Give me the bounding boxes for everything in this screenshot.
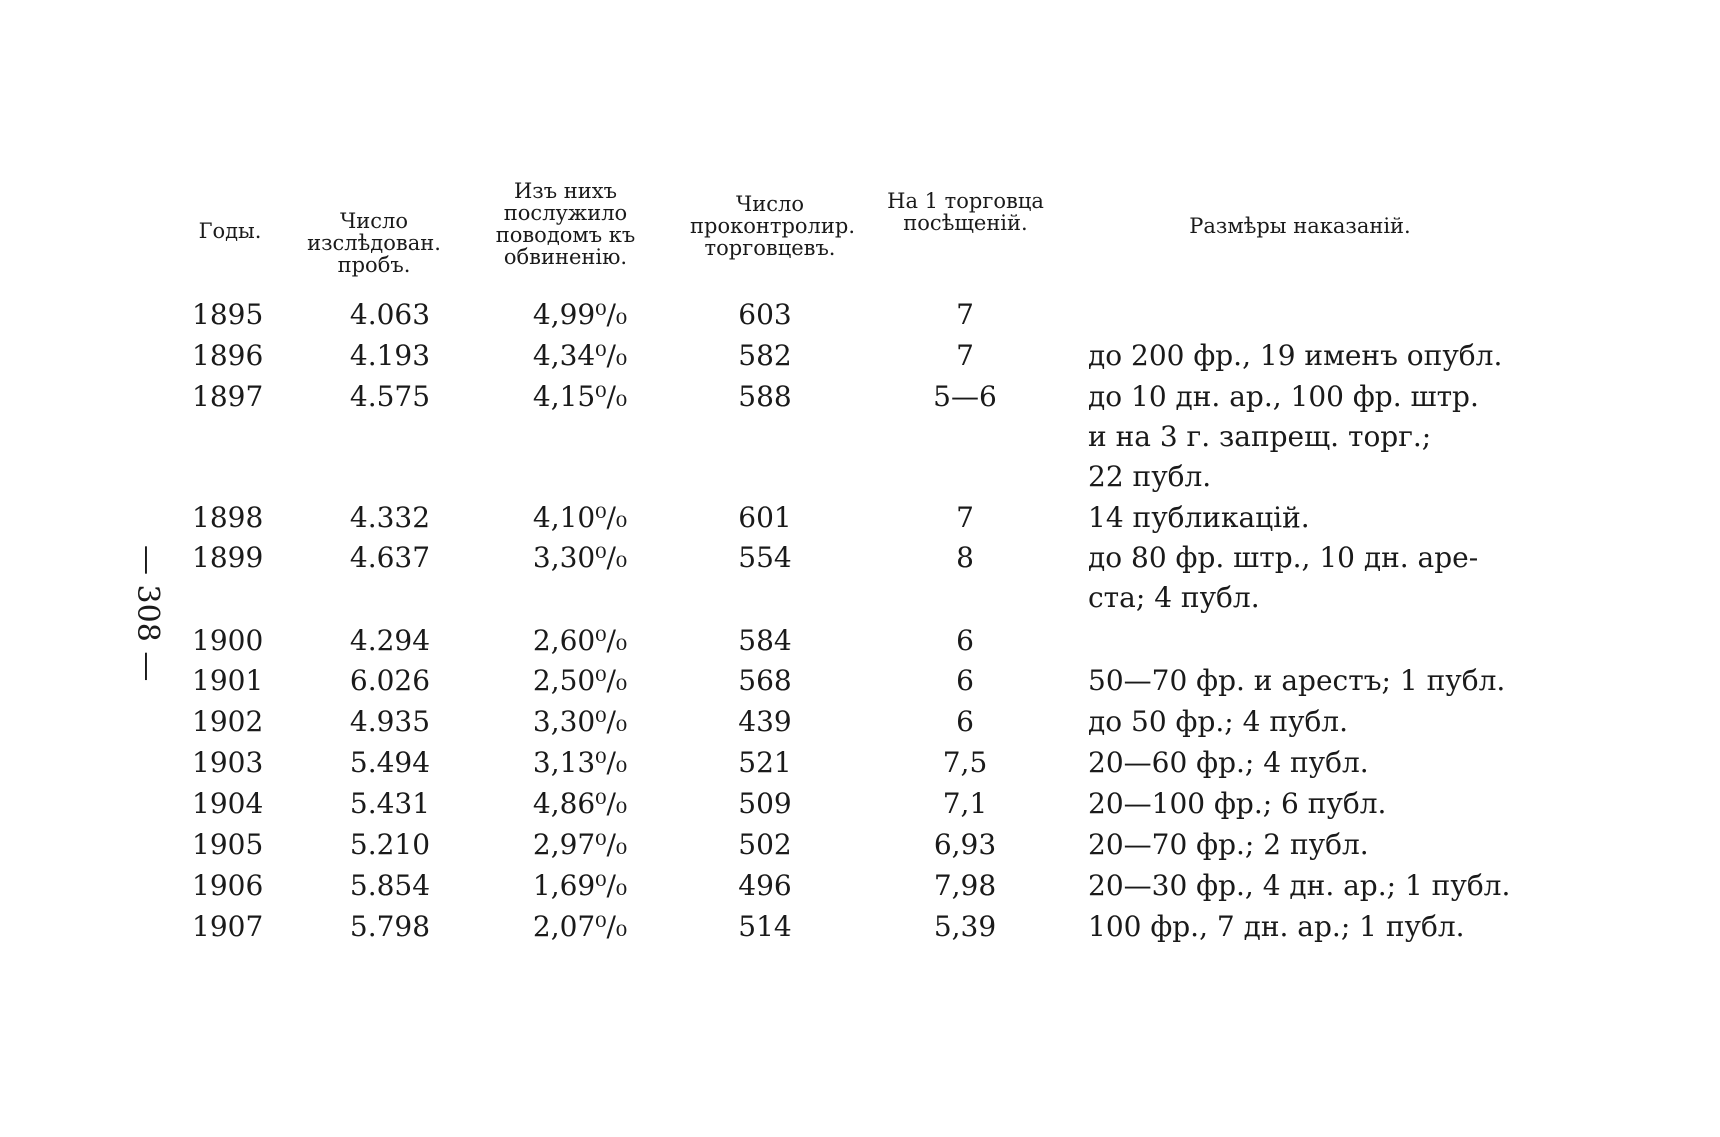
header-samples: Число изслѣдован. пробъ. <box>307 209 441 277</box>
visits-cell: 7,5 <box>942 746 988 779</box>
visits-cell: 6 <box>956 624 974 657</box>
traders-cell: 514 <box>738 910 792 943</box>
accused-cell: 2,60⁰/₀ <box>532 624 628 657</box>
accused-cell: 3,13⁰/₀ <box>532 746 628 779</box>
table-row <box>0 828 1720 864</box>
page-number: — 308 — <box>130 545 165 682</box>
penalty-cell: 14 публикацій. <box>1088 501 1310 534</box>
penalty-cell: до 10 дн. ар., 100 фр. штр. <box>1088 380 1479 413</box>
traders-cell: 509 <box>738 787 792 820</box>
samples-cell: 4.063 <box>349 298 431 331</box>
table-row <box>0 869 1720 905</box>
table-row <box>0 910 1720 946</box>
penalty-continuation: 22 публ. <box>1088 460 1212 493</box>
samples-cell: 4.193 <box>349 339 431 372</box>
table-row <box>0 624 1720 660</box>
penalty-cell: до 200 фр., 19 именъ опубл. <box>1088 339 1503 372</box>
visits-cell: 6 <box>956 664 974 697</box>
year-cell: 1904 <box>192 787 264 820</box>
table-row <box>0 298 1720 334</box>
table-row <box>0 705 1720 741</box>
accused-cell: 4,99⁰/₀ <box>532 298 628 331</box>
accused-cell: 2,50⁰/₀ <box>532 664 628 697</box>
penalty-continuation: и на 3 г. запрещ. торг.; <box>1088 420 1432 453</box>
penalty-cell: до 50 фр.; 4 публ. <box>1088 705 1348 738</box>
accused-cell: 2,97⁰/₀ <box>532 828 628 861</box>
year-cell: 1896 <box>192 339 264 372</box>
header-years: Годы. <box>198 219 262 243</box>
accused-cell: 4,34⁰/₀ <box>532 339 628 372</box>
year-cell: 1895 <box>192 298 264 331</box>
traders-cell: 584 <box>738 624 792 657</box>
table-row <box>0 664 1720 700</box>
samples-cell: 5.431 <box>349 787 431 820</box>
year-cell: 1900 <box>192 624 264 657</box>
samples-cell: 5.210 <box>349 828 431 861</box>
table-row <box>0 339 1720 375</box>
samples-cell: 6.026 <box>349 664 431 697</box>
visits-cell: 5—6 <box>933 380 997 413</box>
penalty-cell: 100 фр., 7 дн. ар.; 1 публ. <box>1088 910 1465 943</box>
visits-cell: 8 <box>956 541 974 574</box>
samples-cell: 4.575 <box>349 380 431 413</box>
table-row <box>0 541 1720 577</box>
penalty-cell: 20—30 фр., 4 дн. ар.; 1 публ. <box>1088 869 1511 902</box>
accused-cell: 1,69⁰/₀ <box>532 869 628 902</box>
year-cell: 1907 <box>192 910 264 943</box>
year-cell: 1897 <box>192 380 264 413</box>
visits-cell: 7 <box>956 298 974 331</box>
accused-cell: 4,10⁰/₀ <box>532 501 628 534</box>
year-cell: 1901 <box>192 664 264 697</box>
samples-cell: 4.935 <box>349 705 431 738</box>
traders-cell: 439 <box>738 705 792 738</box>
header-visits: На 1 торговца посѣщеній. <box>887 189 1044 235</box>
traders-cell: 568 <box>738 664 792 697</box>
year-cell: 1905 <box>192 828 264 861</box>
visits-cell: 7,98 <box>933 869 997 902</box>
samples-cell: 5.798 <box>349 910 431 943</box>
table-row <box>0 787 1720 823</box>
penalty-cell: 20—60 фр.; 4 публ. <box>1088 746 1369 779</box>
traders-cell: 588 <box>738 380 792 413</box>
traders-cell: 521 <box>738 746 792 779</box>
year-cell: 1898 <box>192 501 264 534</box>
table-row <box>0 501 1720 537</box>
penalty-cell: 20—100 фр.; 6 публ. <box>1088 787 1387 820</box>
visits-cell: 6 <box>956 705 974 738</box>
year-cell: 1903 <box>192 746 264 779</box>
accused-cell: 4,15⁰/₀ <box>532 380 628 413</box>
traders-cell: 582 <box>738 339 792 372</box>
visits-cell: 5,39 <box>933 910 997 943</box>
samples-cell: 4.637 <box>349 541 431 574</box>
header-accused: Изъ нихъ послужило поводомъ къ обвиненію. <box>495 179 636 269</box>
year-cell: 1906 <box>192 869 264 902</box>
penalty-continuation: ста; 4 публ. <box>1088 581 1260 614</box>
penalty-cell: до 80 фр. штр., 10 дн. аре- <box>1088 541 1479 574</box>
year-cell: 1899 <box>192 541 264 574</box>
traders-cell: 502 <box>738 828 792 861</box>
traders-cell: 601 <box>738 501 792 534</box>
penalty-cell: 20—70 фр.; 2 публ. <box>1088 828 1369 861</box>
visits-cell: 7 <box>956 339 974 372</box>
traders-cell: 603 <box>738 298 792 331</box>
samples-cell: 4.332 <box>349 501 431 534</box>
table-row <box>0 746 1720 782</box>
visits-cell: 7 <box>956 501 974 534</box>
penalty-cell: 50—70 фр. и арестъ; 1 публ. <box>1088 664 1506 697</box>
accused-cell: 4,86⁰/₀ <box>532 787 628 820</box>
header-penalties: Размѣры наказаній. <box>1189 214 1411 238</box>
visits-cell: 6,93 <box>933 828 997 861</box>
table-row <box>0 380 1720 416</box>
samples-cell: 4.294 <box>349 624 431 657</box>
samples-cell: 5.494 <box>349 746 431 779</box>
traders-cell: 496 <box>738 869 792 902</box>
year-cell: 1902 <box>192 705 264 738</box>
traders-cell: 554 <box>738 541 792 574</box>
header-traders: Число проконтролир. торговцевъ. <box>690 192 856 260</box>
visits-cell: 7,1 <box>942 787 988 820</box>
accused-cell: 3,30⁰/₀ <box>532 541 628 574</box>
samples-cell: 5.854 <box>349 869 431 902</box>
accused-cell: 2,07⁰/₀ <box>532 910 628 943</box>
accused-cell: 3,30⁰/₀ <box>532 705 628 738</box>
